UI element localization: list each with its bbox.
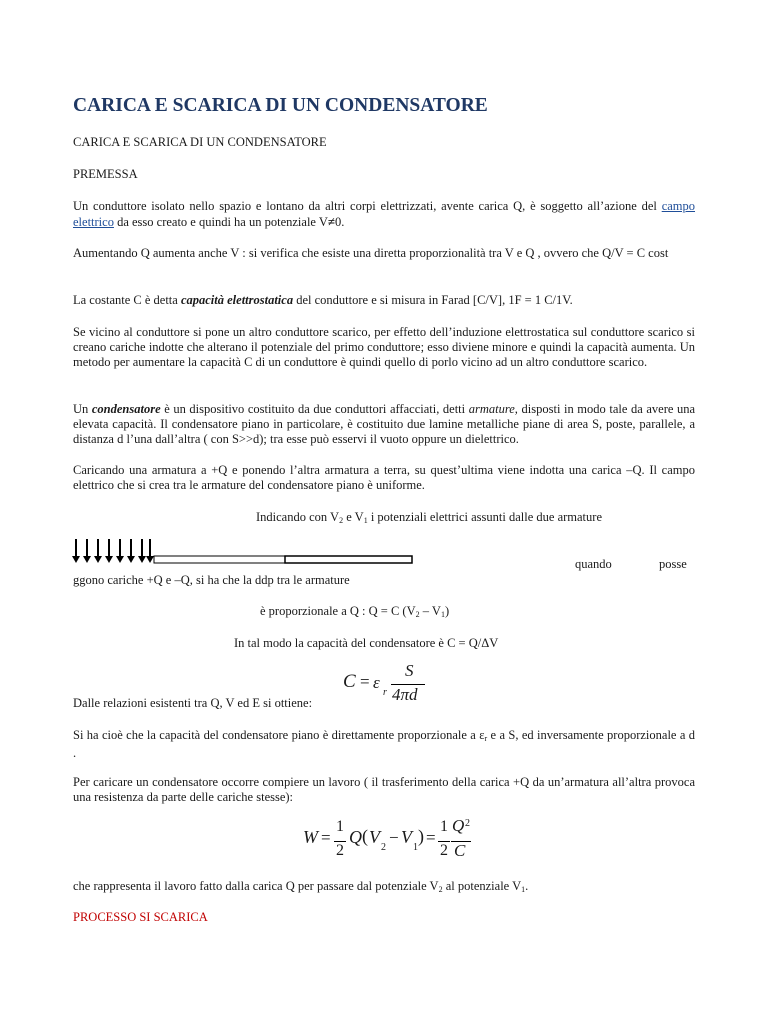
capacitor-figure bbox=[70, 536, 420, 568]
formula-work: W = 1 2 Q ( V 2 − V 1 ) = 1 2 Q 2 C bbox=[303, 816, 470, 860]
plate-right bbox=[285, 556, 412, 563]
link-campo-elettrico[interactable]: campo elettrico bbox=[73, 199, 696, 229]
word-posse: posse bbox=[659, 557, 687, 571]
word-quando: quando bbox=[575, 557, 612, 571]
paragraph-lavoro: Per caricare un condensatore occorre compiere un lavoro ( il trasferimento della carica +Q da un’armatura all’altra provoca una resistenza da parte delle cariche stesse): bbox=[73, 775, 695, 804]
paragraph-proporzionale: è proporzionale a Q : Q = C $(V_2 - V_1)$ bbox=[260, 604, 450, 619]
subtitle: CARICA E SCARICA DI UN CONDENSATORE bbox=[73, 135, 327, 149]
paragraph-proporzionalita-eps: Si ha cioè che la capacità del condensatore piano è direttamente proporzionale a $\varepsilon_r$ e a S, ed inversamente proporzionale a d . bbox=[73, 728, 696, 760]
paragraph-proporzionalita: Aumentando Q aumenta anche V : si verifica che esiste una diretta proporzionalità tra V e Q , ovvero che Q/V = C cost bbox=[73, 246, 669, 260]
page-title: CARICA E SCARICA DI UN CONDENSATORE bbox=[73, 95, 488, 116]
paragraph-ddp: ggono cariche +Q e –Q, si ha che la ddp tra le armature bbox=[73, 573, 350, 587]
paragraph-capacita-formula: In tal modo la capacità del condensatore è C = Q/ΔV bbox=[234, 636, 499, 650]
formula-capacitance: C = ε r S 4πd bbox=[343, 663, 433, 713]
paragraph-induzione: Se vicino al conduttore si pone un altro conduttore scarico, per effetto dell’induzione elettrostatica sul conduttore scarico si creano cariche indotte che alterano il potenziale del primo conduttore; esso diviene minore e quindi la capacità aumenta. Un metodo per aumentare la capacità C di un conduttore è quindi quello di porlo vicino ad un altro conduttore scarico. bbox=[73, 325, 695, 369]
paragraph-lavoro-carica: che rappresenta il lavoro fatto dalla carica Q per passare dal potenziale $V_2$ al potenziale $V_1$. bbox=[73, 879, 529, 894]
section-heading-scarica: PROCESSO SI SCARICA bbox=[73, 910, 208, 924]
paragraph-condensatore: Un condensatore è un dispositivo costituito da due conduttori affacciati, detti armature, disposti in modo tale da avere una elevata capacità. Il condensatore piano in particolare, è costituito due lamine metalliche piane di area S, poste, parallele, a distanza d l’una dall’altra ( con S>>d); tra esse può esservi il vuoto oppure un dielettrico. bbox=[73, 402, 696, 446]
paragraph-relazioni: Dalle relazioni esistenti tra Q, V ed E si ottiene: bbox=[73, 696, 313, 710]
paragraph-capacita: La costante C è detta capacità elettrostatica del conduttore e si misura in Farad [C/V], 1F = 1 C/1V. bbox=[73, 293, 573, 307]
paragraph-conduttore-isolato: Un conduttore isolato nello spazio e lontano da altri corpi elettrizzati, avente carica Q, è soggetto all’azione del campo elettrico da esso creato e quindi ha un potenziale V≠0. bbox=[73, 199, 696, 229]
paragraph-potenziali: Indicando con $V_2$ e $V_1$ i potenziali elettrici assunti dalle due armature bbox=[256, 510, 602, 525]
paragraph-armatura: Caricando una armatura a +Q e ponendo l’altra armatura a terra, su quest’ultima viene indotta una carica –Q. Il campo elettrico che si crea tra le armature del condensatore piano è uniforme. bbox=[73, 463, 695, 492]
plate-left bbox=[154, 556, 285, 563]
section-heading-premessa: PREMESSA bbox=[73, 167, 138, 181]
